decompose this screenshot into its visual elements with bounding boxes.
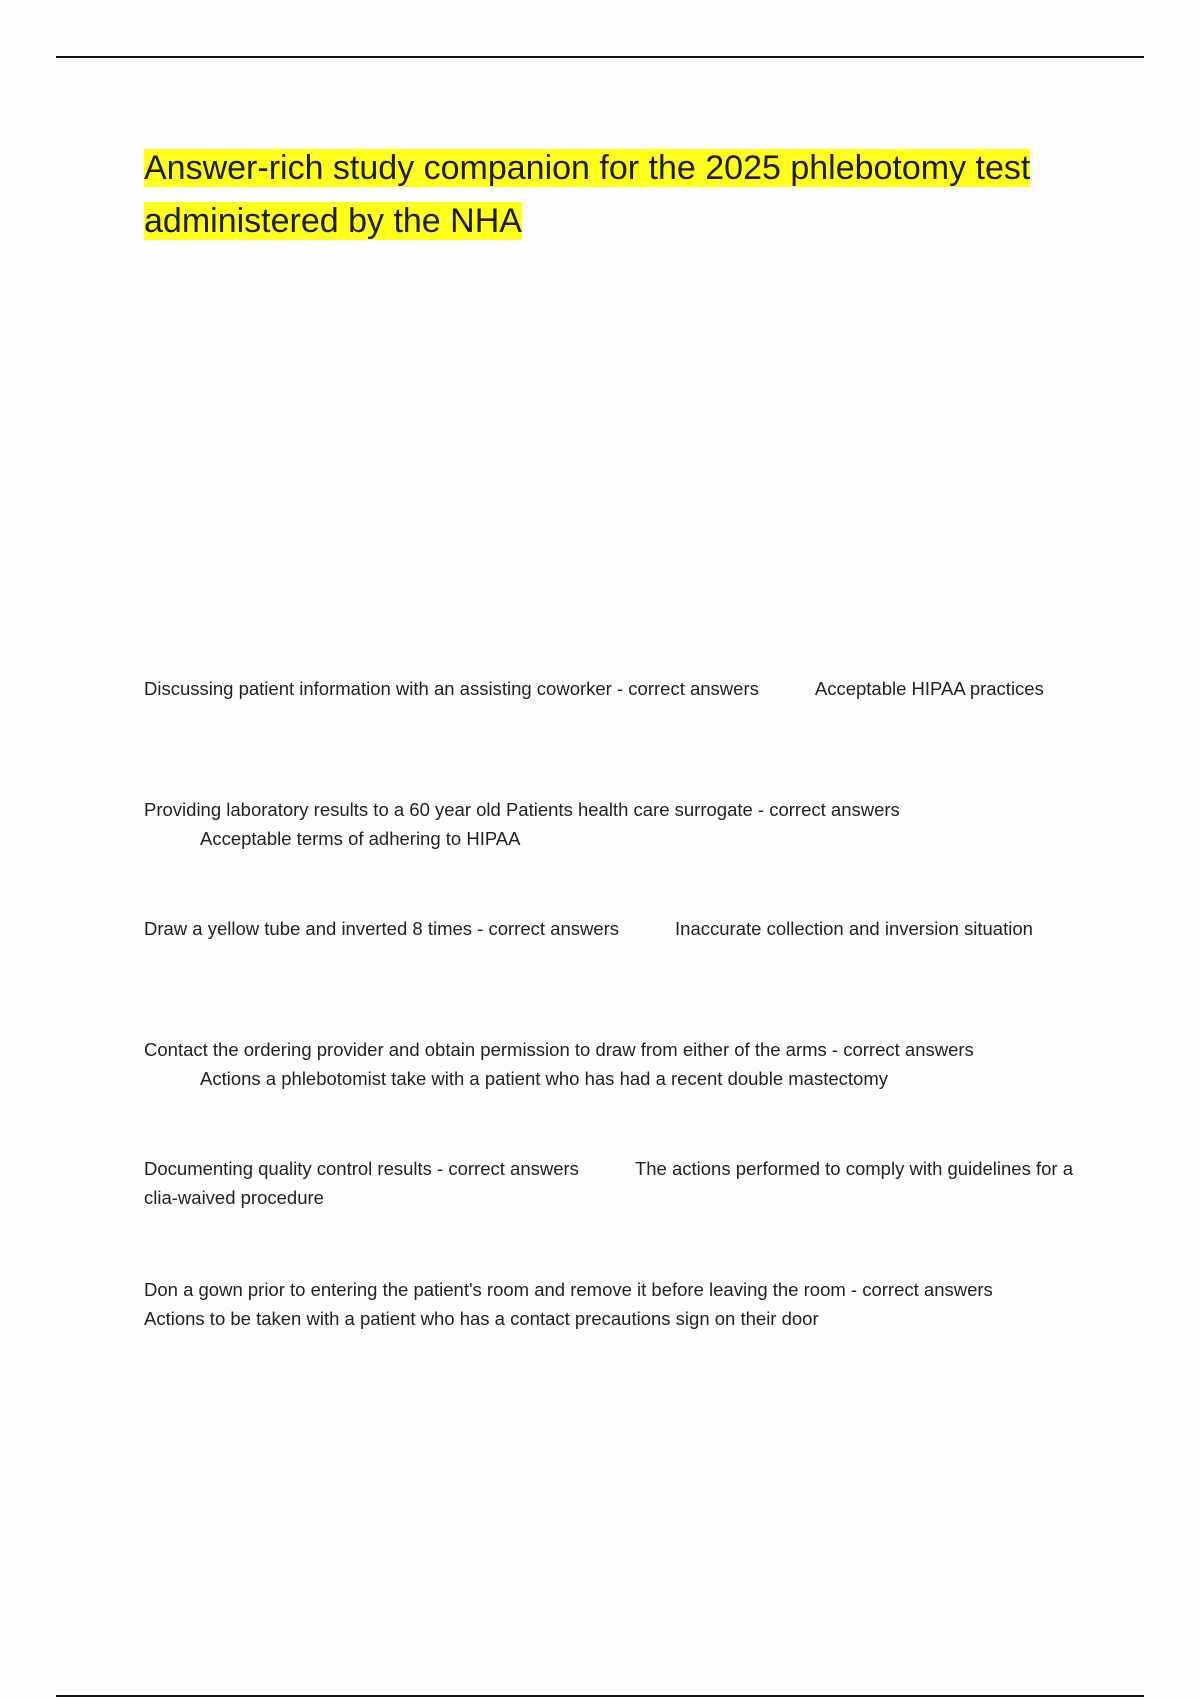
question-text: Contact the ordering provider and obtain permission to draw from either of the arms [144, 1039, 827, 1060]
answer-text: Acceptable HIPAA practices [814, 678, 1044, 699]
answer-text: Inaccurate collection and inversion situation [675, 918, 1033, 939]
answer-text: The actions performed to comply with guidelines for a clia-waived procedure [144, 1158, 1073, 1208]
answer-separator: - correct answers [826, 1039, 974, 1060]
answer-separator: - correct answers [611, 678, 759, 699]
answer-text: Actions a phlebotomist take with a patient who has had a recent double mastectomy [200, 1068, 888, 1089]
question-text: Documenting quality control results [144, 1158, 432, 1179]
qa-item [144, 1154, 1079, 1212]
document-title [144, 142, 1084, 248]
answer-text: Actions to be taken with a patient who has a contact precautions sign on their door [144, 1308, 819, 1329]
qa-item [144, 674, 1079, 703]
question-text: Draw a yellow tube and inverted 8 times [144, 918, 473, 939]
qa-item [144, 1275, 1079, 1333]
answer-separator: - correct answers [472, 918, 620, 939]
answer-separator: - correct answers [752, 799, 900, 820]
question-text: Providing laboratory results to a 60 year old Patients health care surrogate [144, 799, 753, 820]
qa-item [144, 795, 1079, 853]
title-highlight: Answer-rich study companion for the 2025 phlebotomy test administered by the NHA [144, 149, 1031, 240]
answer-separator: - correct answers [845, 1279, 993, 1300]
question-text: Don a gown prior to entering the patient's room and remove it before leaving the room [144, 1279, 846, 1300]
answer-text: Acceptable terms of adhering to HIPAA [200, 828, 521, 849]
top-divider [56, 56, 1144, 58]
bottom-divider [56, 1695, 1144, 1697]
qa-item [144, 914, 1079, 943]
question-text: Discussing patient information with an assisting coworker [144, 678, 612, 699]
qa-item [144, 1035, 1079, 1093]
answer-separator: - correct answers [431, 1158, 579, 1179]
